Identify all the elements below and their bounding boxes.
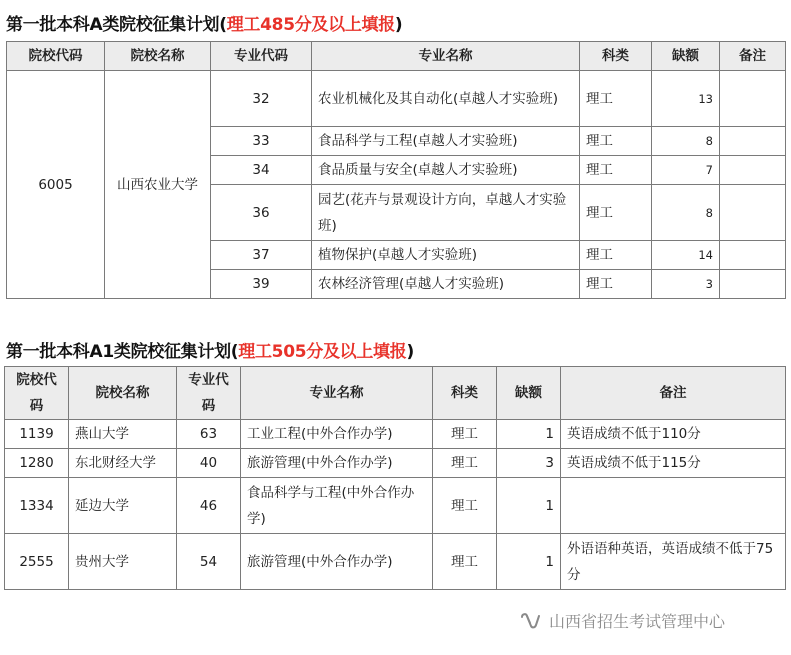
header-major-name: 专业名称 xyxy=(312,42,580,71)
school-name-cell: 山西农业大学 xyxy=(105,71,211,299)
table-row xyxy=(5,449,786,478)
major-code-cell: 40 xyxy=(177,449,241,478)
school-name-cell: 燕山大学 xyxy=(69,420,177,449)
section2-table xyxy=(4,366,786,590)
major-name-cell: 旅游管理(中外合作办学) xyxy=(241,449,433,478)
major-code-cell: 54 xyxy=(177,534,241,590)
category-cell: 理工 xyxy=(580,127,652,156)
major-code-cell: 34 xyxy=(211,156,312,185)
school-code-cell: 1334 xyxy=(5,478,69,534)
note-cell xyxy=(561,478,786,534)
major-code-cell: 33 xyxy=(211,127,312,156)
source-watermark xyxy=(519,609,725,632)
watermark-text: 山西省招生考试管理中心 xyxy=(549,612,726,631)
category-cell: 理工 xyxy=(580,270,652,299)
note-cell: 外语语种英语，英语成绩不低于75分 xyxy=(561,534,786,590)
school-code-cell: 2555 xyxy=(5,534,69,590)
quota-cell: 8 xyxy=(652,127,720,156)
header-school-code: 院校代码 xyxy=(5,367,69,420)
major-name-cell: 植物保护(卓越人才实验班) xyxy=(312,241,580,270)
category-cell: 理工 xyxy=(433,534,497,590)
section1-title-highlight: 理工485分及以上填报 xyxy=(226,15,395,35)
major-name-cell: 农林经济管理(卓越人才实验班) xyxy=(312,270,580,299)
school-code-cell: 1280 xyxy=(5,449,69,478)
major-code-cell: 46 xyxy=(177,478,241,534)
header-quota: 缺额 xyxy=(652,42,720,71)
quota-cell: 7 xyxy=(652,156,720,185)
header-quota: 缺额 xyxy=(497,367,561,420)
major-code-cell: 63 xyxy=(177,420,241,449)
note-cell xyxy=(720,241,786,270)
major-code-cell: 37 xyxy=(211,241,312,270)
note-cell xyxy=(720,270,786,299)
section2-title-highlight: 理工505分及以上填报 xyxy=(238,342,407,362)
quota-cell: 3 xyxy=(497,449,561,478)
major-name-cell: 园艺(花卉与景观设计方向，卓越人才实验班) xyxy=(312,185,580,241)
school-name-cell: 东北财经大学 xyxy=(69,449,177,478)
category-cell: 理工 xyxy=(433,449,497,478)
major-name-cell: 食品质量与安全(卓越人才实验班) xyxy=(312,156,580,185)
header-category: 科类 xyxy=(433,367,497,420)
major-code-cell: 32 xyxy=(211,71,312,127)
wechat-channel-icon xyxy=(519,611,543,631)
table-header-row xyxy=(7,42,786,71)
category-cell: 理工 xyxy=(580,185,652,241)
header-school-code: 院校代码 xyxy=(7,42,105,71)
major-name-cell: 食品科学与工程(卓越人才实验班) xyxy=(312,127,580,156)
header-major-code: 专业代码 xyxy=(211,42,312,71)
major-name-cell: 旅游管理(中外合作办学) xyxy=(241,534,433,590)
category-cell: 理工 xyxy=(580,241,652,270)
category-cell: 理工 xyxy=(433,420,497,449)
header-note: 备注 xyxy=(561,367,786,420)
table-row xyxy=(5,420,786,449)
note-cell xyxy=(720,185,786,241)
quota-cell: 8 xyxy=(652,185,720,241)
major-name-cell: 食品科学与工程(中外合作办学) xyxy=(241,478,433,534)
school-code-cell: 6005 xyxy=(7,71,105,299)
section1-table xyxy=(6,41,786,299)
note-cell xyxy=(720,156,786,185)
category-cell: 理工 xyxy=(433,478,497,534)
table-row xyxy=(5,534,786,590)
header-major-name: 专业名称 xyxy=(241,367,433,420)
table-header-row xyxy=(5,367,786,420)
quota-cell: 14 xyxy=(652,241,720,270)
section2-title: 第一批本科A1类院校征集计划(理工505分及以上填报) xyxy=(6,342,414,362)
school-name-cell: 延边大学 xyxy=(69,478,177,534)
note-cell: 英语成绩不低于115分 xyxy=(561,449,786,478)
major-code-cell: 36 xyxy=(211,185,312,241)
note-cell: 英语成绩不低于110分 xyxy=(561,420,786,449)
note-cell xyxy=(720,71,786,127)
major-name-cell: 工业工程(中外合作办学) xyxy=(241,420,433,449)
major-name-cell: 农业机械化及其自动化(卓越人才实验班) xyxy=(312,71,580,127)
quota-cell: 1 xyxy=(497,478,561,534)
quota-cell: 1 xyxy=(497,534,561,590)
major-code-cell: 39 xyxy=(211,270,312,299)
header-note: 备注 xyxy=(720,42,786,71)
header-major-code: 专业代码 xyxy=(177,367,241,420)
header-school-name: 院校名称 xyxy=(69,367,177,420)
quota-cell: 13 xyxy=(652,71,720,127)
school-code-cell: 1139 xyxy=(5,420,69,449)
table-row xyxy=(7,71,786,127)
school-name-cell: 贵州大学 xyxy=(69,534,177,590)
header-school-name: 院校名称 xyxy=(105,42,211,71)
category-cell: 理工 xyxy=(580,156,652,185)
quota-cell: 3 xyxy=(652,270,720,299)
table-row xyxy=(5,478,786,534)
quota-cell: 1 xyxy=(497,420,561,449)
section1-title: 第一批本科A类院校征集计划(理工485分及以上填报) xyxy=(6,15,403,35)
note-cell xyxy=(720,127,786,156)
category-cell: 理工 xyxy=(580,71,652,127)
header-category: 科类 xyxy=(580,42,652,71)
